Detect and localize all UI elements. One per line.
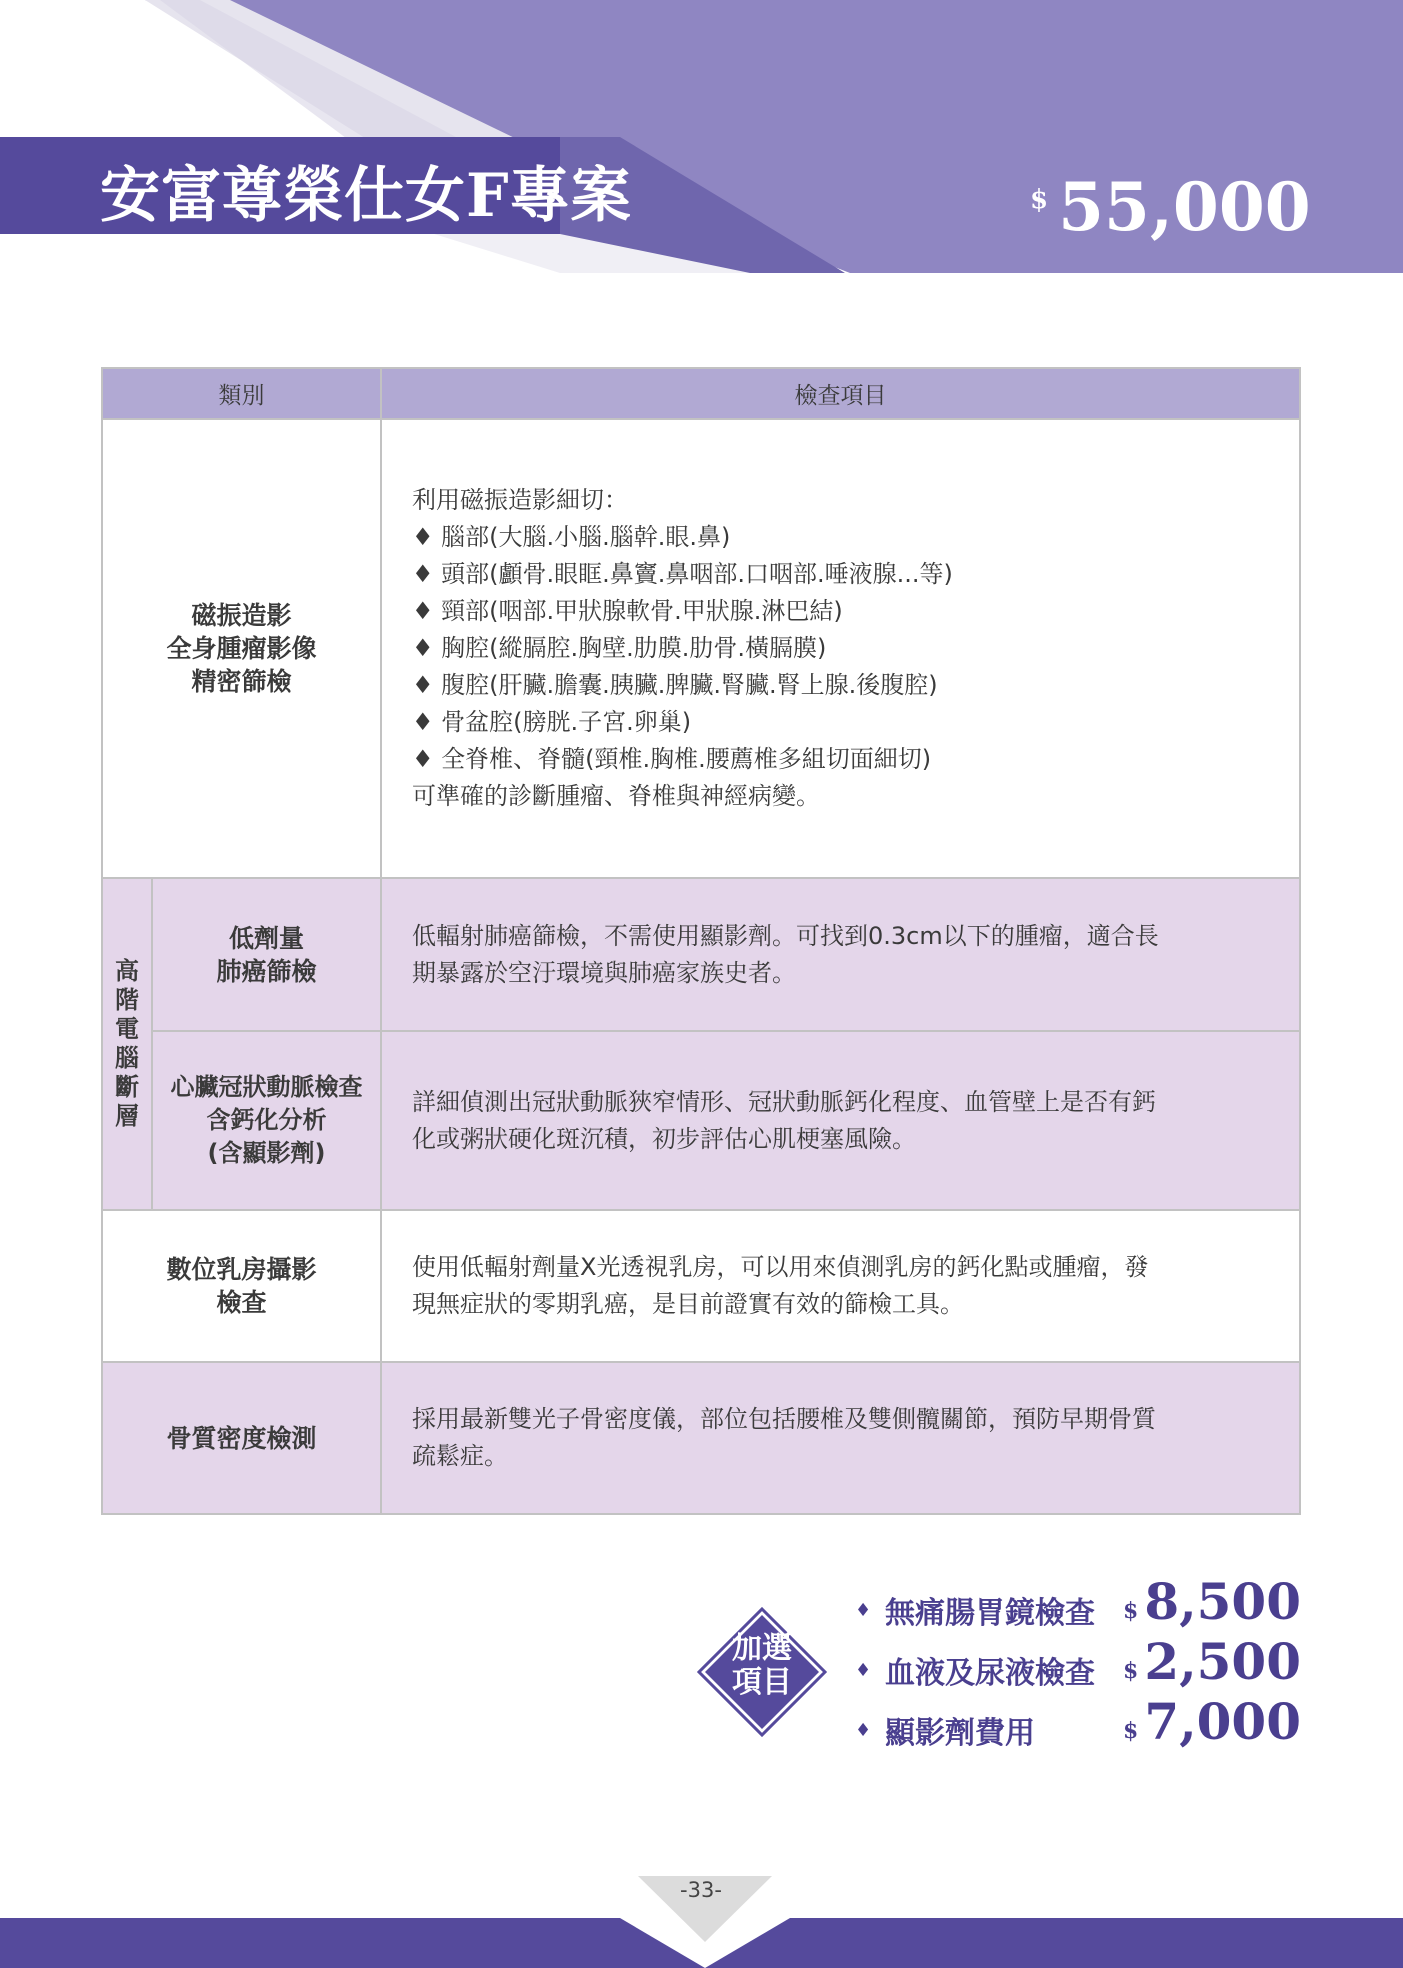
page-title: 安富尊榮仕女F專案 <box>100 161 632 231</box>
addon-currency: $ <box>1123 1718 1139 1744</box>
header-items: 檢查項目 <box>381 368 1300 419</box>
addon-name: 無痛腸胃鏡檢查 <box>885 1596 1095 1631</box>
addon-badge: 加選 項目 <box>732 1631 792 1700</box>
desc-breast: 使用低輻射劑量X光透視乳房，可以用來偵測乳房的鈣化點或腫瘤，發 現無症狀的零期乳癌，是目前證實有效的篩檢工具。 <box>381 1210 1300 1362</box>
exam-table <box>101 367 1301 1515</box>
category-bone: 骨質密度檢測 <box>102 1362 381 1514</box>
table-row-breast <box>102 1210 1300 1362</box>
diamond-bullet-icon: ♦ <box>855 1660 872 1681</box>
addon-item <box>855 1632 1301 1698</box>
table-row-heart <box>102 1031 1300 1210</box>
desc-bone: 採用最新雙光子骨密度儀，部位包括腰椎及雙側髖關節，預防早期骨質 疏鬆症。 <box>381 1362 1300 1514</box>
addon-list <box>855 1572 1301 1758</box>
addon-item <box>855 1692 1301 1758</box>
diamond-bullet-icon: ♦ <box>855 1720 872 1741</box>
page-number: -33- <box>680 1878 722 1902</box>
addon-price: 7,000 <box>1144 1692 1301 1751</box>
table-row-mri <box>102 419 1300 878</box>
group-label-ct: 高階電腦斷層 <box>102 878 152 1210</box>
price-amount: 55,000 <box>1058 168 1311 246</box>
desc-lung: 低輻射肺癌篩檢，不需使用顯影劑。可找到0.3cm以下的腫瘤，適合長 期暴露於空汙環境與肺癌家族史者。 <box>381 878 1300 1031</box>
addon-currency: $ <box>1123 1598 1139 1624</box>
addon-price: 2,500 <box>1144 1632 1301 1691</box>
category-mri: 磁振造影 全身腫瘤影像 精密篩檢 <box>102 419 381 878</box>
addon-item <box>855 1572 1301 1638</box>
table-header-row <box>102 368 1300 419</box>
desc-mri: 利用磁振造影細切： ♦ 腦部(大腦.小腦.腦幹.眼.鼻) ♦ 頭部(顱骨.眼眶.鼻竇.鼻咽部.口咽部.唾液腺...等) ♦ 頸部(咽部.甲狀腺軟骨.甲狀腺.淋巴結) ♦ 胸腔(縱膈腔.胸壁.肋膜.肋骨.橫膈膜) ♦ 腹腔(肝臟.膽囊.胰臟.脾臟.腎臟.腎上腺.後腹腔) ♦ 骨盆腔(膀胱.子宮.卵巢) ♦ 全脊椎、脊髓(頸椎.胸椎.腰薦椎多組切面細切) 可準確的診斷腫瘤、脊椎與神經病變。 <box>381 419 1300 878</box>
addon-name: 顯影劑費用 <box>885 1716 1035 1751</box>
category-breast: 數位乳房攝影 檢查 <box>102 1210 381 1362</box>
package-price <box>1030 168 1311 246</box>
header-category: 類別 <box>102 368 381 419</box>
desc-heart: 詳細偵測出冠狀動脈狹窄情形、冠狀動脈鈣化程度、血管壁上是否有鈣 化或粥狀硬化斑沉積，初步評估心肌梗塞風險。 <box>381 1031 1300 1210</box>
table-row-lung <box>102 878 1300 1031</box>
header-banner <box>0 0 1403 290</box>
table-row-bone <box>102 1362 1300 1514</box>
price-currency: $ <box>1030 185 1049 215</box>
addon-name: 血液及尿液檢查 <box>885 1656 1095 1691</box>
category-lung: 低劑量 肺癌篩檢 <box>152 878 381 1031</box>
addon-currency: $ <box>1123 1658 1139 1684</box>
category-heart: 心臟冠狀動脈檢查 含鈣化分析 (含顯影劑) <box>152 1031 381 1210</box>
addon-price: 8,500 <box>1144 1572 1301 1631</box>
diamond-bullet-icon: ♦ <box>855 1600 872 1621</box>
